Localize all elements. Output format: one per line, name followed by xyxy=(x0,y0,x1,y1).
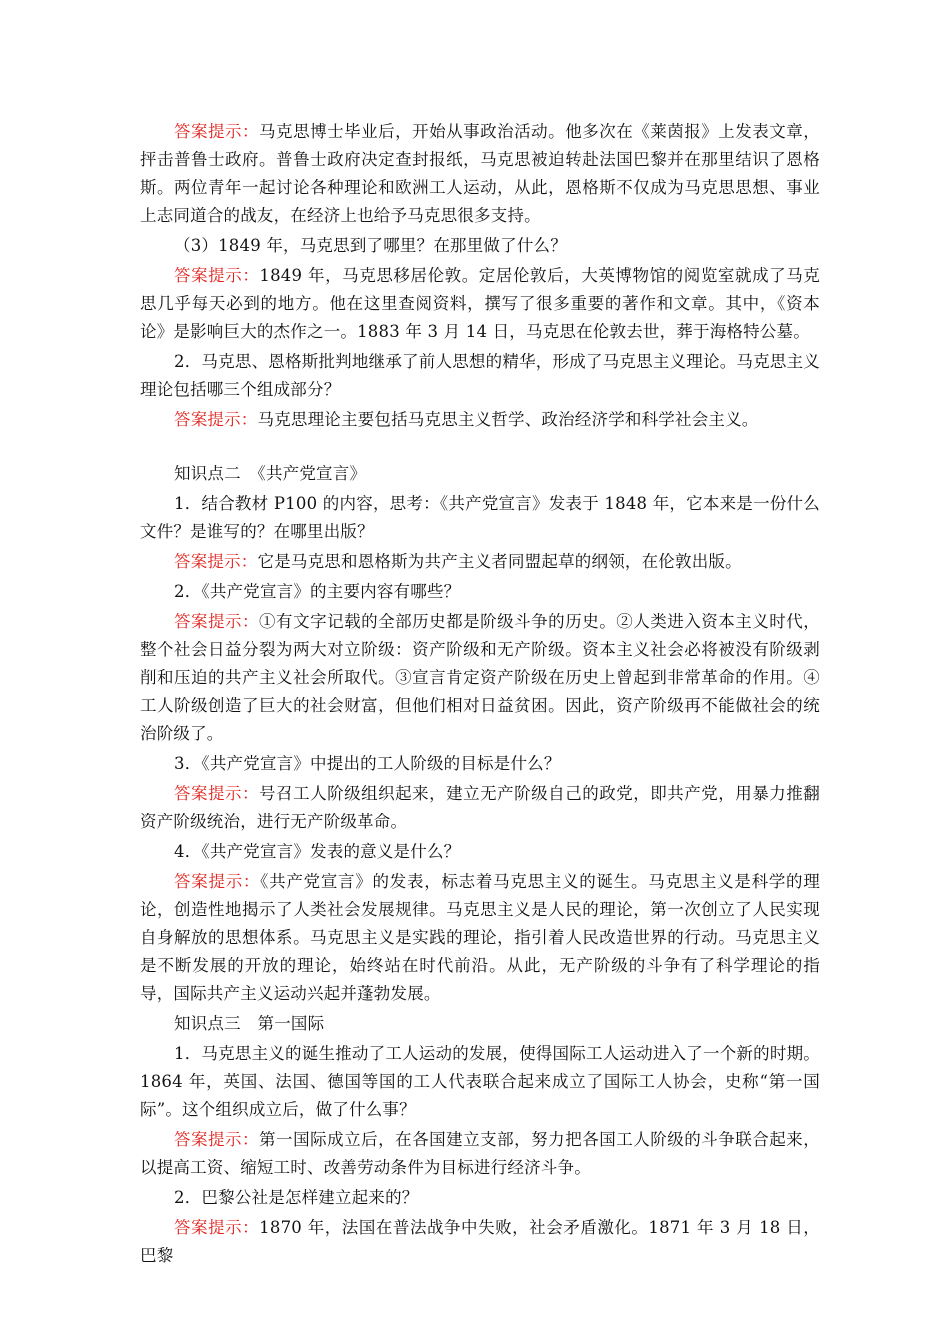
answer-paragraph xyxy=(140,780,820,836)
question-paragraph: 2．巴黎公社是怎样建立起来的？ xyxy=(174,1188,419,1207)
answer-paragraph xyxy=(140,868,820,1008)
answer-paragraph xyxy=(140,1214,820,1270)
answer-label: 答案提示： xyxy=(174,612,260,631)
answer-text: 马克思博士毕业后，开始从事政治活动。他多次在《莱茵报》上发表文章，抨击普鲁士政府。普鲁士政府决定查封报纸，马克思被迫转赴法国巴黎并在那里结识了恩格斯。两位青年一起讨论各种理论和欧洲工人运动，从此，恩格斯不仅成为马克思思想、事业上志同道合的战友，在经济上也给予马克思很多支持。 xyxy=(140,122,820,225)
answer-label: 答案提示： xyxy=(174,784,260,803)
answer-label: 答案提示： xyxy=(174,1130,260,1149)
answer-paragraph xyxy=(140,406,820,434)
answer-text: ①有文字记载的全部历史都是阶级斗争的历史。②人类进入资本主义时代，整个社会日益分裂为两大对立阶级：资产阶级和无产阶级。资本主义社会必将被没有阶级剥削和压迫的共产主义社会所取代。③宣言肯定资产阶级在历史上曾起到非常革命的作用。④工人阶级创造了巨大的社会财富，但他们相对日益贫困。因此，资产阶级再不能做社会的统治阶级了。 xyxy=(140,612,820,743)
question-paragraph: 2．马克思、恩格斯批判地继承了前人思想的精华，形成了马克思主义理论。马克思主义理论包括哪三个组成部分？ xyxy=(140,352,820,399)
answer-text: 1849 年，马克思移居伦敦。定居伦敦后，大英博物馆的阅览室就成了马克思几乎每天必到的地方。他在这里查阅资料，撰写了很多重要的著作和文章。其中，《资本论》是影响巨大的杰作之一。1883 年 3 月 14 日，马克思在伦敦去世，葬于海格特公墓。 xyxy=(140,266,820,341)
answer-text: 马克思理论主要包括马克思主义哲学、政治经济学和科学社会主义。 xyxy=(257,410,759,429)
section-heading: 知识点三 第一国际 xyxy=(174,1014,325,1033)
answer-paragraph xyxy=(140,548,820,576)
answer-label: 答案提示： xyxy=(174,122,260,141)
answer-paragraph xyxy=(140,118,820,230)
answer-label: 答案提示： xyxy=(174,872,261,891)
question-paragraph: （3）1849 年，马克思到了哪里？在那里做了什么？ xyxy=(174,236,567,255)
answer-text: 它是马克思和恩格斯为共产主义者同盟起草的纲领，在伦敦出版。 xyxy=(257,552,742,571)
question-paragraph: 4．《共产党宣言》发表的意义是什么？ xyxy=(174,842,461,861)
answer-paragraph xyxy=(140,608,820,748)
question-paragraph: 1．马克思主义的诞生推动了工人运动的发展，使得国际工人运动进入了一个新的时期。1864 年，英国、法国、德国等国的工人代表联合起来成立了国际工人协会，史称“第一国际”。这个组织成立后，做了什么事？ xyxy=(140,1044,820,1119)
answer-text: 号召工人阶级组织起来，建立无产阶级自己的政党，即共产党，用暴力推翻资产阶级统治，进行无产阶级革命。 xyxy=(140,784,820,831)
answer-label: 答案提示： xyxy=(174,266,260,285)
answer-text: 《共产党宣言》的发表，标志着马克思主义的诞生。马克思主义是科学的理论，创造性地揭示了人类社会发展规律。马克思主义是人民的理论，第一次创立了人民实现自身解放的思想体系。马克思主义是实践的理论，指引着人民改造世界的行动。马克思主义是不断发展的开放的理论，始终站在时代前沿。从此，无产阶级的斗争有了科学理论的指导，国际共产主义运动兴起并蓬勃发展。 xyxy=(140,872,820,1003)
spacer xyxy=(140,436,820,460)
question-paragraph: 2．《共产党宣言》的主要内容有哪些？ xyxy=(174,582,461,601)
answer-text: 1870 年，法国在普法战争中失败，社会矛盾激化。1871 年 3 月 18 日，巴黎 xyxy=(140,1218,820,1265)
document-page xyxy=(140,118,820,1272)
answer-label: 答案提示： xyxy=(174,552,258,571)
answer-label: 答案提示： xyxy=(174,410,258,429)
question-paragraph: 3．《共产党宣言》中提出的工人阶级的目标是什么？ xyxy=(174,754,561,773)
answer-paragraph xyxy=(140,262,820,346)
section-heading: 知识点二 《共产党宣言》 xyxy=(174,464,367,483)
question-paragraph: 1．结合教材 P100 的内容，思考：《共产党宣言》发表于 1848 年，它本来是一份什么文件？是谁写的？在哪里出版？ xyxy=(140,494,820,541)
answer-text: 第一国际成立后，在各国建立支部，努力把各国工人阶级的斗争联合起来，以提高工资、缩短工时、改善劳动条件为目标进行经济斗争。 xyxy=(140,1130,820,1177)
answer-paragraph xyxy=(140,1126,820,1182)
answer-label: 答案提示： xyxy=(174,1218,260,1237)
